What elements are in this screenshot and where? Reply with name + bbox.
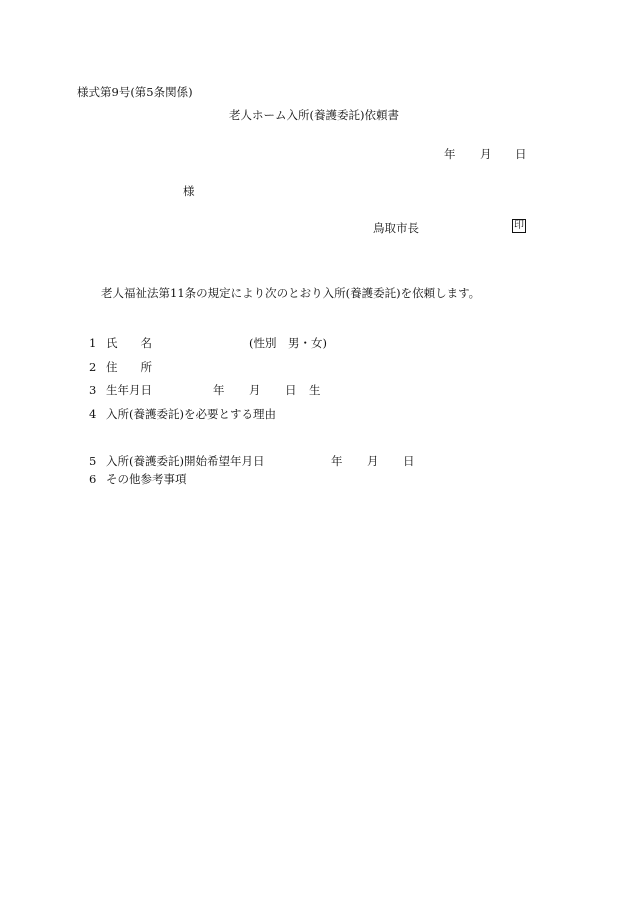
item-number: 6 (89, 472, 97, 486)
birth-day: 日 (285, 383, 297, 397)
item-number: 2 (89, 360, 97, 374)
birth-year: 年 (213, 383, 225, 397)
item-number: 4 (89, 407, 97, 421)
item-label-birthdate: 生年月日 (106, 383, 152, 397)
sender-name: 鳥取市長 (373, 221, 419, 235)
form-number: 様式第9号(第5条関係) (77, 85, 193, 99)
date-day: 日 (515, 147, 527, 161)
item-label-start-date: 入所(養護委託)開始希望年月日 (106, 454, 265, 468)
document-title: 老人ホーム入所(養護委託)依頼書 (229, 108, 399, 122)
item-label-address: 住 所 (106, 360, 152, 374)
item-label-reason: 入所(養護委託)を必要とする理由 (106, 407, 276, 421)
date-year: 年 (444, 147, 456, 161)
date-month: 月 (480, 147, 492, 161)
start-month: 月 (367, 454, 379, 468)
addressee-suffix: 様 (183, 184, 195, 198)
birth-month: 月 (249, 383, 261, 397)
item-number: 5 (89, 454, 97, 468)
birth-suffix: 生 (309, 383, 321, 397)
item-number: 3 (89, 383, 97, 397)
body-text: 老人福祉法第11条の規定により次のとおり入所(養護委託)を依頼します。 (101, 286, 481, 300)
start-year: 年 (331, 454, 343, 468)
gender-field: (性別 男・女) (249, 336, 327, 350)
item-label-name: 氏 名 (106, 336, 152, 350)
start-day: 日 (403, 454, 415, 468)
item-label-other: その他参考事項 (106, 472, 187, 486)
item-number: 1 (89, 336, 97, 350)
seal-mark: 印 (514, 220, 524, 231)
